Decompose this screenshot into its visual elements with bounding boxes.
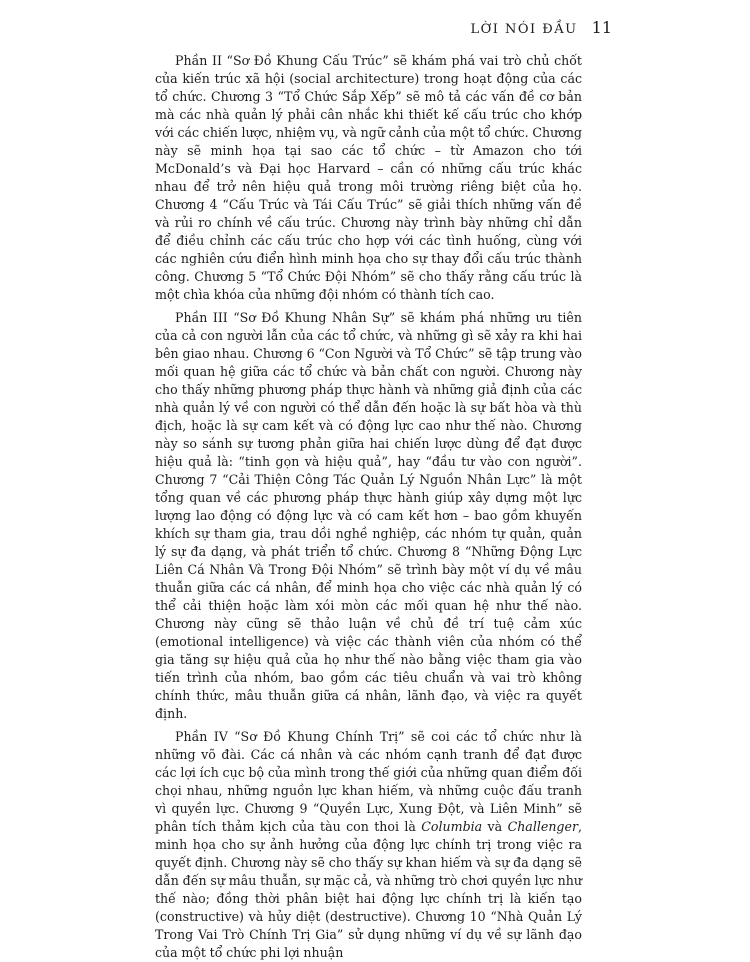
paragraph-text: , minh họa cho sự ảnh hưởng của động lực chính trị trong việc ra quyết định. Chương này sẽ cho thấy sự khan hiếm và sự đa dạng sẽ dẫn đến sự mâu thuẫn, sự mặc cả, và những trò chơi quyền lực như thế nào; đồng thời phân biệt hai động lực chính trị là kiến tạo (constructive) và hủy diệt (destructive). Chương 10 “Nhà Quản Lý Trong Vai Trò Chính Trị Gia” sử dụng những ví dụ về sự lãnh đạo của một tổ chức phi lợi nhuận [155, 819, 582, 960]
paragraph-text: Phần IV “Sơ Đồ Khung Chính Trị” sẽ coi các tổ chức như là những võ đài. Các cá nhân và các nhóm cạnh tranh để đạt được các lợi ích cục bộ của mình trong thế giới của những quan điểm đối chọi nhau, những nguồn lực khan hiếm, và những cuộc đấu tranh vì quyền lực. Chương 9 “Quyền Lực, Xung Đột, và Liên Minh” sẽ phân tích thảm kịch của tàu con thoi là [155, 729, 583, 834]
paragraph-part-iv [155, 728, 582, 962]
paragraph-part-iii: Phần III “Sơ Đồ Khung Nhân Sự” sẽ khám phá những ưu tiên của cả con người lẫn của các tổ chức, và những gì sẽ xảy ra khi hai bên giao nhau. Chương 6 “Con Người và Tổ Chức” sẽ tập trung vào mối quan hệ giữa các tổ chức và bản chất con người. Chương này cho thấy những phương pháp thực hành và những giả định của các nhà quản lý về con người có thể dẫn đến hoặc là sự bất hòa và thù địch, hoặc là sự cam kết và có động lực cao như thế nào. Chương này so sánh sự tương phản giữa hai chiến lược dùng để đạt được hiệu quả là: “tinh gọn và hiệu quả”, hay “đầu tư vào con người”. Chương 7 “Cải Thiện Công Tác Quản Lý Nguồn Nhân Lực” là một tổng quan về các phương pháp thực hành giúp xây dựng một lực lượng lao động có động lực và có cam kết hơn – bao gồm khuyến khích sự tham gia, trau dồi nghề nghiệp, các nhóm tự quản, quản lý sự đa dạng, và phát triển tổ chức. Chương 8 “Những Động Lực Liên Cá Nhân Và Trong Đội Nhóm” sẽ trình bày một ví dụ về mâu thuẫn giữa các cá nhân, để minh họa cho việc các nhà quản lý có thể cải thiện hoặc làm xói mòn các mối quan hệ như thế nào. Chương này cũng sẽ thảo luận về chủ đề trí tuệ cảm xúc (emotional intelligence) và việc các thành viên của nhóm có thể gia tăng sự hiệu quả của họ như thế nào bằng việc tham gia vào tiến trình của nhóm, bao gồm các tiêu chuẩn và vai trò không chính thức, mâu thuẫn giữa cá nhân, lãnh đạo, và việc ra quyết định. [155, 310, 582, 721]
body-text [155, 52, 582, 962]
page-header [470, 18, 612, 37]
paragraph-part-ii: Phần II “Sơ Đồ Khung Cấu Trúc” sẽ khám phá vai trò chủ chốt của kiến trúc xã hội (social architecture) trong hoạt động của các tổ chức. Chương 3 “Tổ Chức Sắp Xếp” sẽ mô tả các vấn đề cơ bản mà các nhà quản lý phải cân nhắc khi thiết kế cấu trúc cho khớp với các chiến lược, nhiệm vụ, và ngữ cảnh của một tổ chức. Chương này sẽ minh họa tại sao các tổ chức – từ Amazon cho tới McDonald’s và Đại học Harvard – cần có những cấu trúc khác nhau để trở nên hiệu quả trong môi trường riêng biệt của họ. Chương 4 “Cấu Trúc và Tái Cấu Trúc” sẽ giải thích những vấn đề và rủi ro chính về cấu trúc. Chương này trình bày những chỉ dẫn để điều chỉnh các cấu trúc cho hợp với các tình huống, cùng với các nghiên cứu điển hình minh họa cho sự thay đổi cấu trúc thành công. Chương 5 “Tổ Chức Đội Nhóm” sẽ cho thấy rằng cấu trúc là một chìa khóa của những đội nhóm có thành tích cao. [155, 53, 582, 302]
italic-challenger: Challenger [507, 819, 578, 834]
italic-columbia: Columbia [421, 819, 483, 834]
page-number: 11 [591, 18, 612, 37]
running-head: LỜI NÓI ĐẦU [470, 22, 578, 37]
paragraph-text: và [482, 819, 508, 834]
